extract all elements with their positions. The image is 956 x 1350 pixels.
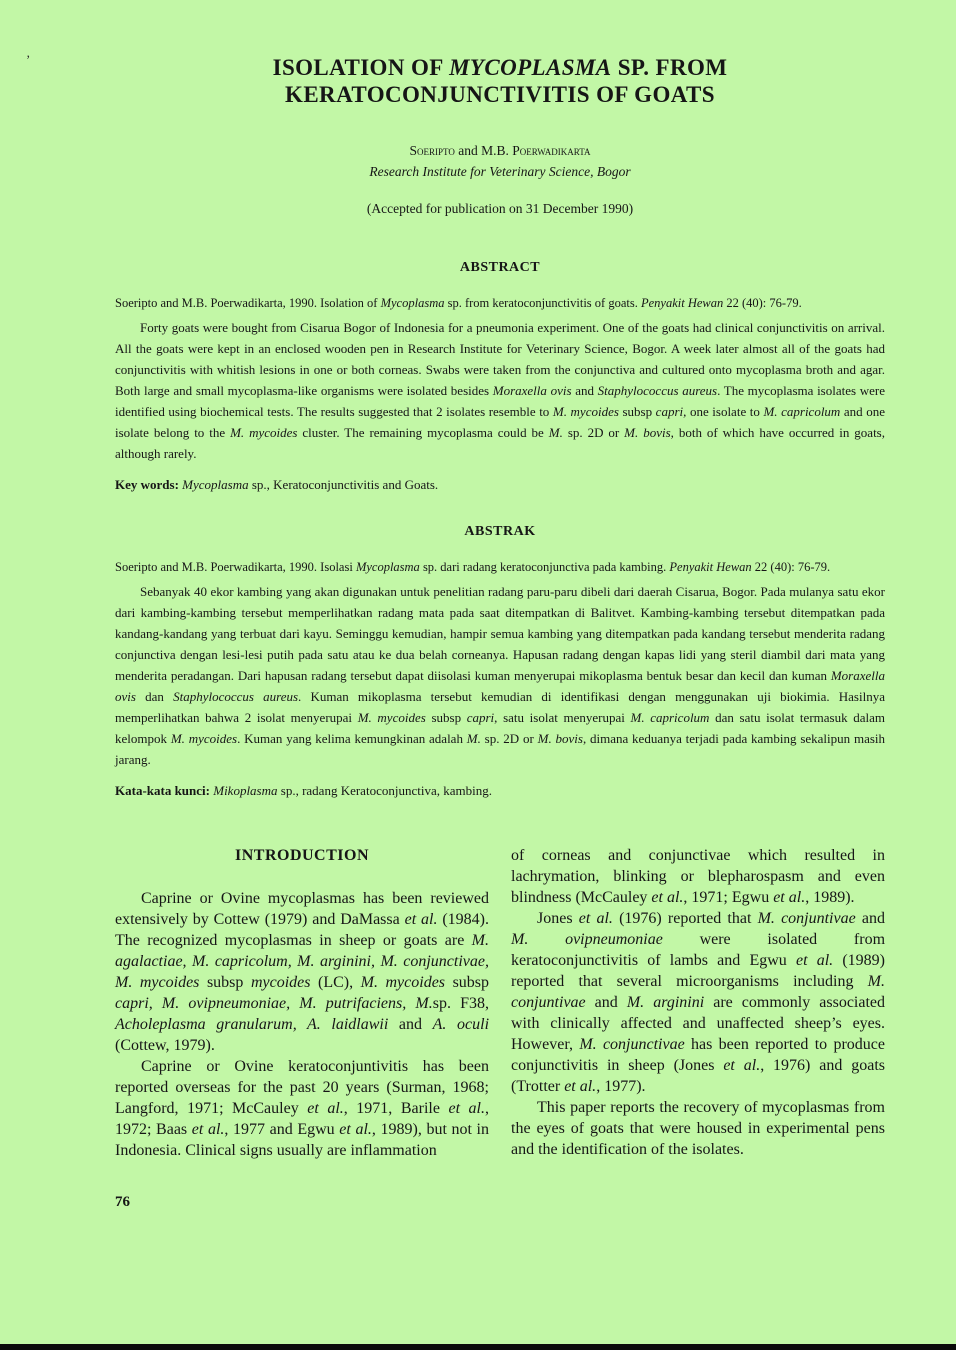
page-content [115, 0, 885, 1161]
title-line-1: ISOLATION OF MYCOPLASMA SP. FROM [272, 55, 728, 80]
title-line-2: KERATOCONJUNCTIVITIS OF GOATS [285, 82, 715, 107]
accepted-note: (Accepted for publication on 31 December 1990) [366, 201, 634, 216]
intro-left-column [115, 845, 489, 1161]
intro-paragraph: Caprine or Ovine keratoconjuntivitis has been reported overseas for the past 20 years (Surman, 1968; Langford, 1971; McCauley et al., 1971, Barile et al., 1972; Baas et al., 1977 and Egwu et al., 1989), but not in Indonesia. Clinical signs usually are inflammation [115, 1058, 490, 1159]
abstrak-citation: Soeripto and M.B. Poerwadikarta, 1990. Isolasi Mycoplasma sp. dari radang keratoconjunctiva pada kambing. Penyakit Hewan 22 (40): 76-79. [115, 560, 831, 574]
scan-edge-bar [0, 1344, 956, 1350]
introduction-heading: INTRODUCTION [234, 847, 369, 864]
abstrak-body: Sebanyak 40 ekor kambing yang akan digunakan untuk penelitian radang paru-paru dibeli dari daerah Cisarua, Bogor. Pada mulanya satu ekor dari kambing-kambing tersebut memperlihatkan radang mata pada saat ditempatkan di Balitvet. Kambing-kambing tersebut ditempatkan pada kandang-kandang yang terbuat dari kayu. Seminggu kemudian, hampir semua kambing yang ditempatkan pada kandang tersebut menderita radang conjunctiva dengan lesi-lesi putih pada satu atau ke dua belah corneanya. Hapusan radang dengan kapas lidi yang steril diambil dari mata yang menderita peradangan. Dari hapusan radang tersebut dapat diisolasi kuman menyerupai mikoplasma bentuk besar dan kecil dan kuman Moraxella ovis dan Staphylococcus aureus. Kuman mikoplasma tersebut kemudian di identifikasi dengan menggunakan uji biokimia. Hasilnya memperlihatkan bahwa 2 isolat menyerupai M. mycoides subsp capri, satu isolat menyerupai M. capricolum dan satu isolat termasuk dalam kelompok M. mycoides. Kuman yang kelima kemungkinan adalah M. sp. 2D or M. bovis, dimana keduanya terjadi pada kambing sekalipun masih jarang. [115, 584, 886, 767]
affiliation-line: Research Institute for Veterinary Science, Bogor [369, 164, 631, 179]
intro-paragraph: Jones et al. (1976) reported that M. conjuntivae and M. ovipneumoniae were isolated from keratoconjunctivitis of lambs and Egwu et al. (1989) reported that several microorganisms including M. conjuntivae and M. arginini are commonly associated with clinically affected and unaffected sheep’s eyes. However, M. conjunctivae has been reported to produce conjunctivitis in sheep (Jones et al., 1976) and goats (Trotter et al., 1977). [511, 910, 886, 1095]
abstrak-keywords: Kata-kata kunci: Mikoplasma sp., radang Keratoconjunctiva, kambing. [115, 783, 492, 798]
intro-paragraph: Caprine or Ovine mycoplasmas has been reviewed extensively by Cottew (1979) and DaMassa et al. (1984). The recognized mycoplasmas in sheep or goats are M. agalactiae, M. capricolum, M. arginini, M. conjunctivae, M. mycoides subsp mycoides (LC), M. mycoides subsp capri, M. ovipneumoniae, M. putrifaciens, M.sp. F38, Acholeplasma granularum, A. laidlawii and A. oculi (Cottew, 1979). [115, 890, 490, 1054]
abstract-citation: Soeripto and M.B. Poerwadikarta, 1990. Isolation of Mycoplasma sp. from keratoconjunctivitis of goats. Penyakit Hewan 22 (40): 76-79. [115, 296, 802, 310]
abstract-keywords: Key words: Mycoplasma sp., Keratoconjunctivitis and Goats. [115, 477, 439, 492]
scan-artifact-mark: ’ [26, 52, 31, 67]
abstract-heading: ABSTRACT [459, 260, 541, 275]
abstrak-heading: ABSTRAK [464, 524, 536, 539]
paper-title [115, 54, 885, 108]
authors-line: Soeripto and M.B. Poerwadikarta [409, 143, 591, 158]
abstract-body: Forty goats were bought from Cisarua Bogor of Indonesia for a pneumonia experiment. One of the goats had clinical conjunctivitis on arrival. All the goats were kept in an enclosed wooden pen in Research Institute for Veterinary Science, Bogor. A week later almost all of the goats had conjunctivitis with whitish lesions in one or both corneas. Swabs were taken from the conjunctiva and cultured onto mycoplasma broth and agar. Both large and small mycoplasma-like organisms were isolated besides Moraxella ovis and Staphylococcus aureus. The mycoplasma isolates were identified using biochemical tests. The results suggested that 2 isolates resemble to M. mycoides subsp capri, one isolate to M. capricolum and one isolate belong to the M. mycoides cluster. The remaining mycoplasma could be M. sp. 2D or M. bovis, both of which have occurred in goats, although rarely. [115, 320, 886, 461]
page-number: 76 [115, 1194, 130, 1210]
intro-right-column [511, 845, 885, 1161]
intro-paragraph: of corneas and conjunctivae which resulted in lachrymation, blinking or blepharospasm and even blindness (McCauley et al., 1971; Egwu et al., 1989). [511, 847, 885, 906]
abstract-section [115, 259, 885, 495]
abstrak-section [115, 523, 885, 801]
introduction-section [115, 845, 885, 1161]
intro-paragraph: This paper reports the recovery of mycoplasmas from the eyes of goats that were housed in experimental pens and the identification of the isolates. [511, 1099, 885, 1158]
